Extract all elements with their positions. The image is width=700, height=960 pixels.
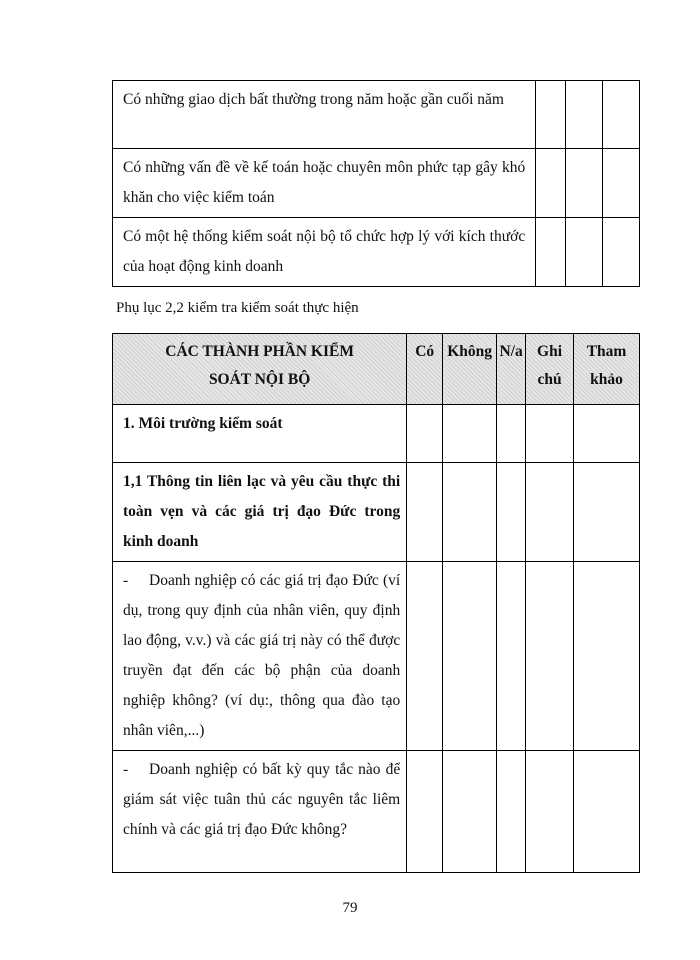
checklist-item-text: Có những giao dịch bất thường trong năm hoặc gần cuối năm bbox=[113, 81, 536, 149]
header-yes: Có bbox=[407, 334, 443, 405]
table-row bbox=[113, 463, 640, 562]
checklist-item-text: Có một hệ thống kiểm soát nội bộ tổ chức hợp lý với kích thước của hoạt động kinh doanh bbox=[113, 218, 536, 287]
no-cell bbox=[443, 405, 497, 463]
question-text: Doanh nghiệp có bất kỳ quy tắc nào để giám sát việc tuân thủ các nguyên tắc liêm chính và các giá trị đạo Đức không? bbox=[123, 761, 401, 838]
yes-cell bbox=[407, 405, 443, 463]
na-cell bbox=[603, 149, 640, 218]
table-row bbox=[113, 405, 640, 463]
table-row bbox=[113, 149, 640, 218]
note-cell bbox=[526, 751, 574, 873]
no-cell bbox=[443, 751, 497, 873]
page-number: 79 bbox=[342, 900, 358, 916]
subsection-title: 1,1 Thông tin liên lạc và yêu cầu thực thi toàn vẹn và các giá trị đạo Đức trong kinh doanh bbox=[113, 463, 407, 562]
na-cell bbox=[497, 463, 526, 562]
header-no: Không bbox=[443, 334, 497, 405]
no-cell bbox=[566, 149, 603, 218]
reference-cell bbox=[574, 562, 640, 751]
na-cell bbox=[497, 405, 526, 463]
table-row bbox=[113, 562, 640, 751]
header-na: N/a bbox=[497, 334, 526, 405]
no-cell bbox=[443, 463, 497, 562]
header-reference: Tham khảo bbox=[574, 334, 640, 405]
yes-cell bbox=[536, 218, 566, 287]
note-cell bbox=[526, 463, 574, 562]
question-text: Doanh nghiệp có các giá trị đạo Đức (ví dụ, trong quy định của nhân viên, quy định lao động, v.v.) và các giá trị này có thể được truyền đạt đến các bộ phận của doanh nghiệp không? (ví dụ:, thông qua đào tạo nhân viên,...) bbox=[123, 572, 401, 739]
yes-cell bbox=[407, 562, 443, 751]
yes-cell bbox=[407, 463, 443, 562]
table-row bbox=[113, 751, 640, 873]
no-cell bbox=[443, 562, 497, 751]
checklist-item-text: Có những vấn đề về kế toán hoặc chuyên môn phức tạp gây khó khăn cho việc kiểm toán bbox=[113, 149, 536, 218]
yes-cell bbox=[407, 751, 443, 873]
na-cell bbox=[603, 81, 640, 149]
header-note: Ghi chú bbox=[526, 334, 574, 405]
checklist-question bbox=[113, 751, 407, 873]
bullet-dash: - bbox=[123, 761, 129, 778]
na-cell bbox=[497, 751, 526, 873]
appendix-caption: Phụ lục 2,2 kiểm tra kiểm soát thực hiện bbox=[116, 300, 359, 316]
internal-control-table bbox=[112, 333, 640, 873]
na-cell bbox=[497, 562, 526, 751]
reference-cell bbox=[574, 463, 640, 562]
no-cell bbox=[566, 218, 603, 287]
reference-cell bbox=[574, 751, 640, 873]
note-cell bbox=[526, 405, 574, 463]
bullet-dash: - bbox=[123, 572, 129, 589]
table-row bbox=[113, 81, 640, 149]
na-cell bbox=[603, 218, 640, 287]
yes-cell bbox=[536, 149, 566, 218]
reference-cell bbox=[574, 405, 640, 463]
checklist-question bbox=[113, 562, 407, 751]
table-header-row bbox=[113, 334, 640, 405]
yes-cell bbox=[536, 81, 566, 149]
table-row bbox=[113, 218, 640, 287]
no-cell bbox=[566, 81, 603, 149]
continued-checklist-table bbox=[112, 80, 640, 287]
section-title: 1. Môi trường kiểm soát bbox=[113, 405, 407, 463]
header-components: CÁC THÀNH PHẦN KIỂM SOÁT NỘI BỘ bbox=[113, 334, 407, 405]
note-cell bbox=[526, 562, 574, 751]
